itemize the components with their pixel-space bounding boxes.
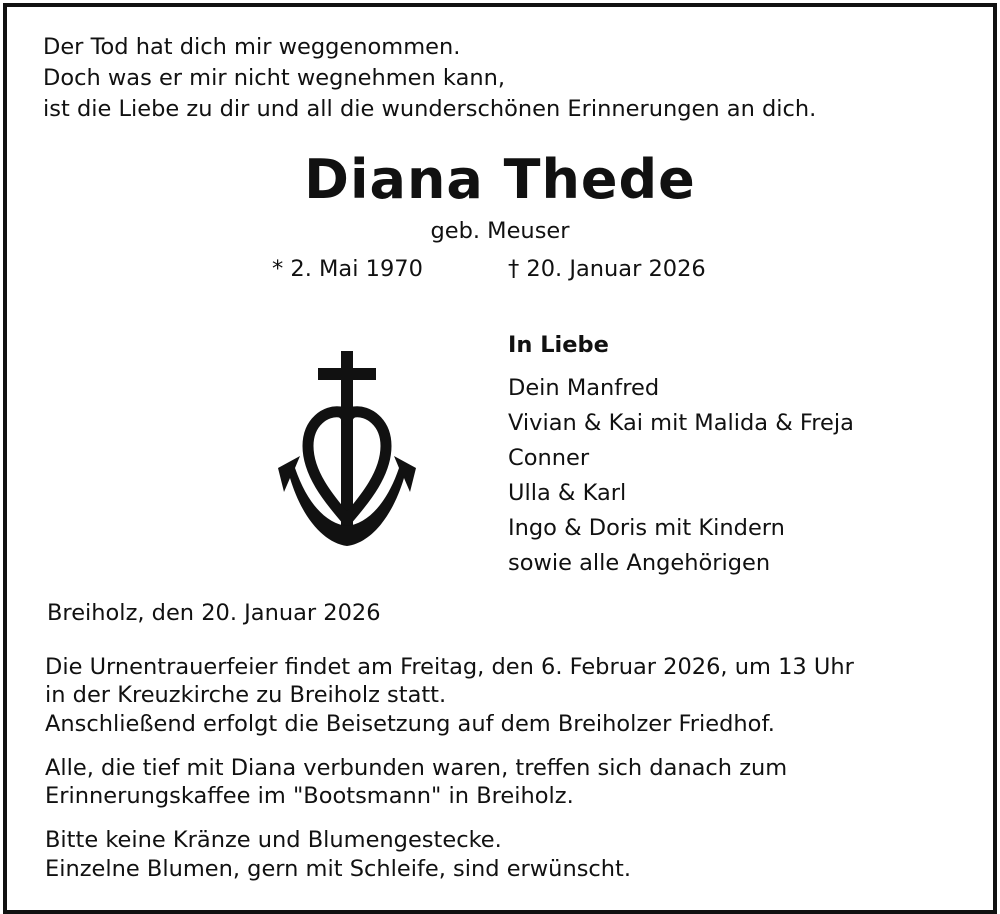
place-date: Breiholz, den 20. Januar 2026: [47, 600, 381, 626]
gathering-line-2: Erinnerungskaffee im "Bootsmann" in Breiholz.: [45, 783, 574, 809]
flowers-line-1: Bitte keine Kränze und Blumengestecke.: [45, 827, 502, 853]
birth-date: * 2. Mai 1970: [272, 256, 423, 282]
mourner-name: Ulla & Karl: [508, 480, 627, 506]
verse-line-2: Doch was er mir nicht wegnehmen kann,: [43, 65, 506, 91]
mourner-name: Vivian & Kai mit Malida & Freja: [508, 410, 854, 436]
funeral-info-line-3: Anschließend erfolgt die Beisetzung auf dem Breiholzer Friedhof.: [45, 711, 775, 737]
mourners-heading: In Liebe: [508, 332, 609, 358]
verse-line-1: Der Tod hat dich mir weggenommen.: [43, 34, 461, 60]
mourner-name: Ingo & Doris mit Kindern: [508, 515, 785, 541]
maiden-name: geb. Meuser: [430, 218, 570, 244]
funeral-info-line-2: in der Kreuzkirche zu Breiholz statt.: [45, 682, 447, 708]
death-date: † 20. Januar 2026: [508, 256, 706, 282]
gathering-line-1: Alle, die tief mit Diana verbunden waren, treffen sich danach zum: [45, 755, 788, 781]
cross-heart-anchor-icon: [270, 348, 420, 553]
verse-line-3: ist die Liebe zu dir und all die wunderschönen Erinnerungen an dich.: [43, 96, 817, 122]
flowers-line-2: Einzelne Blumen, gern mit Schleife, sind erwünscht.: [45, 856, 632, 882]
funeral-info-line-1: Die Urnentrauerfeier findet am Freitag, den 6. Februar 2026, um 13 Uhr: [45, 654, 854, 680]
deceased-name: Diana Thede: [304, 148, 696, 211]
mourner-name: Dein Manfred: [508, 375, 660, 401]
mourner-name: sowie alle Angehörigen: [508, 550, 771, 576]
mourner-name: Conner: [508, 445, 590, 471]
